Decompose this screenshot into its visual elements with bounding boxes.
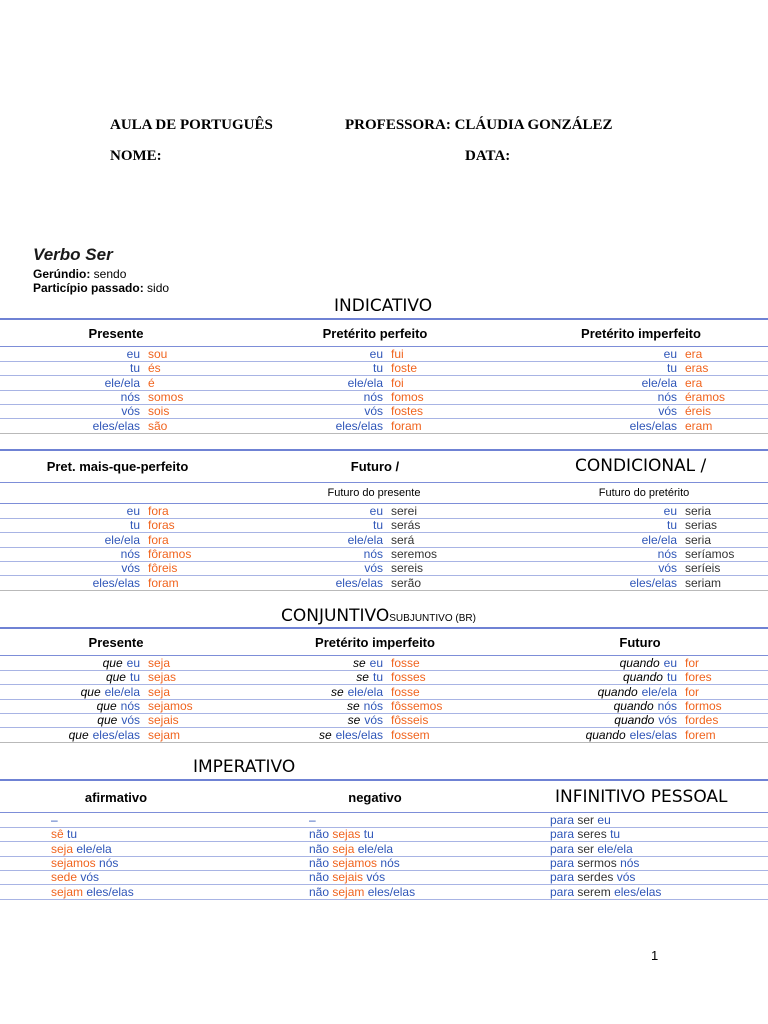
- verb-form: éreis: [685, 404, 712, 419]
- verb-form: formos: [685, 698, 722, 713]
- verb-form: fosse: [391, 684, 420, 699]
- infinitivo-title: INFINITIVO PESSOAL: [555, 787, 728, 807]
- table-row: [0, 856, 768, 870]
- verb-form: serão: [391, 575, 422, 590]
- conjunction: quando: [622, 670, 663, 685]
- verb-form: seria: [685, 504, 712, 518]
- conjunction: quando: [613, 698, 654, 713]
- verb-form: sejam: [148, 727, 181, 742]
- pronoun: eles/elas: [629, 418, 677, 433]
- verb-form: ser: [577, 841, 595, 856]
- verb-form: seres: [577, 827, 607, 842]
- verb-form: serás: [391, 518, 421, 533]
- conjunction: quando: [585, 727, 626, 742]
- verb-form: sejam: [332, 884, 365, 899]
- pronoun: eu: [663, 504, 677, 518]
- pronoun: vós: [121, 561, 140, 576]
- pronoun: vós: [658, 404, 677, 419]
- pronoun: eu: [126, 347, 140, 361]
- verb-form: seríamos: [685, 546, 735, 561]
- pronoun: tu: [363, 827, 374, 842]
- afirmativo-cell: [51, 813, 58, 827]
- conjunction: quando: [614, 713, 655, 728]
- verb-form: seria: [685, 532, 712, 547]
- divider: [0, 449, 768, 451]
- verb-form: sejas: [332, 827, 361, 842]
- table-row: [0, 842, 768, 856]
- pronoun: ele/ela: [347, 375, 383, 390]
- pronoun-text: eu: [126, 656, 140, 670]
- table-row: [0, 361, 768, 375]
- pronoun: tu: [372, 361, 383, 376]
- negation: não: [309, 827, 330, 842]
- conjunction: quando: [597, 684, 638, 699]
- futuro-sublabel: Futuro do presente: [327, 487, 421, 499]
- verb-form: sejamos: [148, 698, 193, 713]
- pronoun: vós: [616, 870, 636, 885]
- afirmativo-header: afirmativo: [84, 790, 148, 805]
- conjuntivo-title-main: CONJUNTIVO: [281, 606, 390, 626]
- infinitivo-cell: [550, 842, 633, 856]
- infinitivo-cell: [550, 827, 620, 841]
- table-row: [0, 533, 768, 547]
- header-nome: NOME:: [110, 148, 162, 164]
- pronoun: eu: [369, 504, 383, 518]
- afirmativo-cell: [51, 842, 112, 856]
- table-row: [0, 870, 768, 884]
- divider: [0, 318, 768, 320]
- pronoun: eles/elas: [92, 418, 140, 433]
- divider: [0, 590, 768, 591]
- pronoun: eu: [126, 504, 140, 518]
- indicativo-title: INDICATIVO: [334, 296, 433, 316]
- negation: não: [309, 841, 330, 856]
- gerundio-value: sendo: [93, 267, 127, 281]
- pronoun: tu: [610, 827, 621, 842]
- para-word: para: [550, 884, 575, 899]
- negation: não: [309, 870, 330, 885]
- table-row: [0, 670, 768, 684]
- negativo-cell: [309, 856, 400, 870]
- verb-form: sê: [51, 827, 64, 842]
- pronoun: vós: [366, 870, 386, 885]
- verb-form: fostes: [391, 404, 424, 419]
- pronoun: nós: [120, 389, 140, 404]
- table-row: [0, 390, 768, 404]
- pronoun: eles/elas: [367, 884, 416, 899]
- header-professora: PROFESSORA: CLÁUDIA GONZÁLEZ: [345, 117, 613, 133]
- pronoun: nós: [657, 546, 677, 561]
- table-row: [0, 713, 768, 727]
- pronoun: eu: [597, 813, 611, 827]
- conjunction: que: [105, 670, 126, 685]
- gerundio-label: Gerúndio:: [33, 267, 91, 281]
- header-aula: AULA DE PORTUGUÊS: [110, 117, 273, 133]
- afirmativo-cell: [51, 856, 118, 870]
- verb-form: fôssemos: [391, 698, 443, 713]
- para-word: para: [550, 870, 575, 885]
- conjunction: que: [96, 698, 117, 713]
- negativo-cell: [309, 813, 316, 827]
- pronoun: vós: [80, 870, 100, 885]
- verb-form: é: [148, 375, 155, 390]
- afirmativo-cell: [51, 870, 99, 884]
- negativo-cell: [309, 870, 385, 884]
- table-row: [0, 347, 768, 361]
- pronoun-text: eu: [369, 656, 383, 670]
- row-divider: [0, 899, 768, 900]
- verb-form: fosses: [391, 670, 426, 685]
- infinitivo-cell: [550, 885, 661, 899]
- verb-form: serem: [577, 884, 611, 899]
- afirmativo-cell: [51, 827, 77, 841]
- pronoun: nós: [363, 546, 383, 561]
- pronoun: ele/ela: [641, 375, 677, 390]
- negativo-cell: [309, 827, 374, 841]
- negativo-cell: [309, 842, 393, 856]
- verb-form: for: [685, 656, 700, 670]
- verb-form: fôreis: [148, 561, 178, 576]
- pronoun: [620, 656, 677, 670]
- verb-form: sereis: [391, 561, 424, 576]
- negation: –: [309, 813, 316, 827]
- pronoun: ele/ela: [357, 841, 394, 856]
- pronoun: nós: [120, 546, 140, 561]
- pronoun: eu: [369, 347, 383, 361]
- verb-form: seja: [148, 684, 171, 699]
- gerundio-line: [33, 267, 126, 281]
- verb-form: fora: [148, 532, 169, 547]
- pronoun: eles/elas: [614, 884, 662, 899]
- verb-form: sois: [148, 404, 170, 419]
- participio-value: sido: [147, 281, 170, 295]
- table-row: [0, 376, 768, 390]
- condicional-sublabel: Futuro do pretérito: [598, 487, 690, 499]
- conjuntivo-title-sub: SUBJUNTIVO (BR): [389, 613, 476, 624]
- table-row: [0, 561, 768, 575]
- divider: [0, 627, 768, 629]
- para-word: para: [550, 841, 575, 856]
- verb-form: forem: [685, 727, 716, 742]
- verb-form: és: [148, 361, 161, 376]
- pronoun: [614, 699, 677, 713]
- verb-form: éramos: [685, 389, 726, 404]
- conj-presente-header: Presente: [88, 635, 144, 650]
- infinitivo-cell: [550, 813, 611, 827]
- pronoun-text: tu: [372, 670, 383, 685]
- verb-form: foram: [391, 418, 422, 433]
- verb-form: ser: [577, 813, 595, 827]
- pronoun: nós: [363, 389, 383, 404]
- conjunction: se: [330, 684, 344, 699]
- verb-form: fossem: [391, 727, 430, 742]
- conjunction: quando: [619, 656, 660, 670]
- pronoun: tu: [372, 518, 383, 533]
- pronoun: ele/ela: [641, 532, 677, 547]
- table-row: [0, 576, 768, 590]
- verb-form: eras: [685, 361, 709, 376]
- conj-imperfeito-header: Pretérito imperfeito: [315, 635, 435, 650]
- table-row: [0, 656, 768, 670]
- infinitivo-cell: [550, 856, 639, 870]
- table-row: [0, 419, 768, 433]
- verb-form: sejais: [332, 870, 364, 885]
- ind-imperfeito-header: Pretérito imperfeito: [581, 326, 701, 341]
- futuro-header: Futuro /: [350, 459, 400, 474]
- para-word: para: [550, 813, 575, 827]
- conj-futuro-header: Futuro: [619, 635, 661, 650]
- pronoun-text: ele/ela: [641, 684, 677, 699]
- table-row: [0, 813, 768, 827]
- para-word: para: [550, 855, 575, 870]
- verb-form: são: [148, 418, 168, 433]
- conjunction: que: [80, 684, 101, 699]
- imperativo-title: IMPERATIVO: [193, 757, 296, 777]
- pronoun-text: vós: [121, 713, 140, 728]
- divider: [0, 433, 768, 434]
- pronoun-text: ele/ela: [104, 684, 140, 699]
- verb-form: foste: [391, 361, 418, 376]
- pronoun-text: eles/elas: [335, 727, 383, 742]
- pronoun-text: nós: [120, 698, 140, 713]
- pronoun: nós: [380, 855, 400, 870]
- pronoun: eles/elas: [86, 884, 134, 899]
- verb-form: seja: [332, 841, 355, 856]
- header-data: DATA:: [465, 148, 511, 164]
- verb-form: somos: [148, 389, 184, 404]
- negation: não: [309, 884, 330, 899]
- verb-title: Verbo Ser: [33, 245, 113, 264]
- conjunction: que: [97, 713, 118, 728]
- verb-form: for: [685, 684, 700, 699]
- verb-form: sede: [51, 870, 78, 885]
- conjunction: se: [346, 698, 360, 713]
- afirmativo-cell: [51, 885, 134, 899]
- mqp-header: Pret. mais-que-perfeito: [46, 459, 189, 474]
- ind-presente-header: Presente: [88, 326, 144, 341]
- pronoun-text: eles/elas: [629, 727, 677, 742]
- negation: não: [309, 855, 330, 870]
- divider: [0, 779, 768, 781]
- conjunction: que: [102, 656, 123, 670]
- pronoun: eles/elas: [92, 575, 140, 590]
- participio-line: [33, 281, 169, 295]
- conjunction: se: [356, 670, 369, 685]
- verb-form: foi: [391, 375, 404, 390]
- verb-form: fôramos: [148, 546, 192, 561]
- ind-perfeito-header: Pretérito perfeito: [322, 326, 428, 341]
- table-row: [0, 885, 768, 899]
- verb-form: seremos: [391, 546, 438, 561]
- verb-form: sejamos: [332, 855, 378, 870]
- pronoun-text: tu: [666, 670, 677, 685]
- table-row: [0, 404, 768, 418]
- pronoun-text: eu: [663, 656, 677, 670]
- pronoun-text: vós: [364, 713, 383, 728]
- verb-form: serdes: [577, 870, 614, 885]
- table-row: [0, 518, 768, 532]
- table-row: [0, 728, 768, 742]
- pronoun-text: eles/elas: [92, 727, 140, 742]
- verb-form: sejamos: [51, 855, 96, 870]
- verb-form: serei: [391, 504, 418, 518]
- pronoun: [586, 728, 677, 742]
- verb-form: era: [685, 375, 703, 390]
- pronoun: ele/ela: [347, 532, 383, 547]
- verb-form: eram: [685, 418, 713, 433]
- conjuntivo-title: [281, 606, 476, 626]
- pronoun-text: nós: [657, 698, 677, 713]
- table-row: [0, 827, 768, 841]
- conjunction: se: [352, 656, 366, 670]
- pronoun: eu: [663, 347, 677, 361]
- verb-form: seriam: [685, 575, 722, 590]
- pronoun: tu: [129, 518, 140, 533]
- verb-form: seja: [148, 656, 171, 670]
- pronoun: [623, 670, 677, 684]
- verb-form: foras: [148, 518, 175, 533]
- verb-form: fora: [148, 504, 169, 518]
- conjunction: se: [318, 727, 332, 742]
- verb-form: seríeis: [685, 561, 721, 576]
- verb-form: fui: [391, 347, 404, 361]
- pronoun: ele/ela: [104, 532, 140, 547]
- divider: [0, 742, 768, 743]
- infinitivo-cell: [550, 870, 635, 884]
- pronoun: eles/elas: [629, 575, 677, 590]
- pronoun: vós: [364, 561, 383, 576]
- pronoun: vós: [121, 404, 140, 419]
- pronoun: ele/ela: [597, 841, 633, 856]
- condicional-title: CONDICIONAL /: [575, 456, 707, 476]
- pronoun: eles/elas: [335, 418, 383, 433]
- verb-form: sejam: [51, 884, 84, 899]
- table-row: [0, 547, 768, 561]
- pronoun: tu: [129, 361, 140, 376]
- table-row: [0, 685, 768, 699]
- verb-form: sejas: [148, 670, 177, 685]
- negativo-cell: [309, 885, 415, 899]
- participio-label: Particípio passado:: [33, 281, 144, 295]
- pronoun: vós: [658, 561, 677, 576]
- verb-form: fôsseis: [391, 713, 429, 728]
- verb-form: sejais: [148, 713, 179, 728]
- verb-form: fomos: [391, 389, 424, 404]
- pronoun-text: nós: [363, 698, 383, 713]
- pronoun: nós: [620, 855, 640, 870]
- conjunction: que: [68, 727, 89, 742]
- pronoun: vós: [364, 404, 383, 419]
- verb-form: será: [391, 532, 415, 547]
- pronoun: nós: [657, 389, 677, 404]
- verb-form: foram: [148, 575, 179, 590]
- pronoun: ele/ela: [76, 841, 112, 856]
- table-row: [0, 504, 768, 518]
- verb-form: sou: [148, 347, 168, 361]
- pronoun: eles/elas: [335, 575, 383, 590]
- pronoun: [598, 685, 677, 699]
- pronoun: tu: [666, 361, 677, 376]
- verb-form: fosse: [391, 656, 420, 670]
- verb-form: fores: [685, 670, 712, 685]
- negativo-header: negativo: [348, 790, 402, 805]
- pronoun-text: tu: [129, 670, 140, 685]
- page-number: 1: [651, 948, 659, 963]
- pronoun: nós: [99, 855, 119, 870]
- verb-form: era: [685, 347, 703, 361]
- verb-form: seja: [51, 841, 74, 856]
- verb-form: –: [51, 813, 58, 827]
- pronoun: tu: [67, 827, 78, 842]
- pronoun-text: vós: [658, 713, 677, 728]
- para-word: para: [550, 827, 575, 842]
- pronoun: [614, 713, 677, 727]
- pronoun-text: ele/ela: [347, 684, 383, 699]
- verb-form: fordes: [685, 713, 719, 728]
- verb-form: sermos: [577, 855, 617, 870]
- pronoun: ele/ela: [104, 375, 140, 390]
- pronoun: tu: [666, 518, 677, 533]
- verb-form: serias: [685, 518, 718, 533]
- divider: [0, 482, 768, 483]
- table-row: [0, 699, 768, 713]
- conjunction: se: [347, 713, 361, 728]
